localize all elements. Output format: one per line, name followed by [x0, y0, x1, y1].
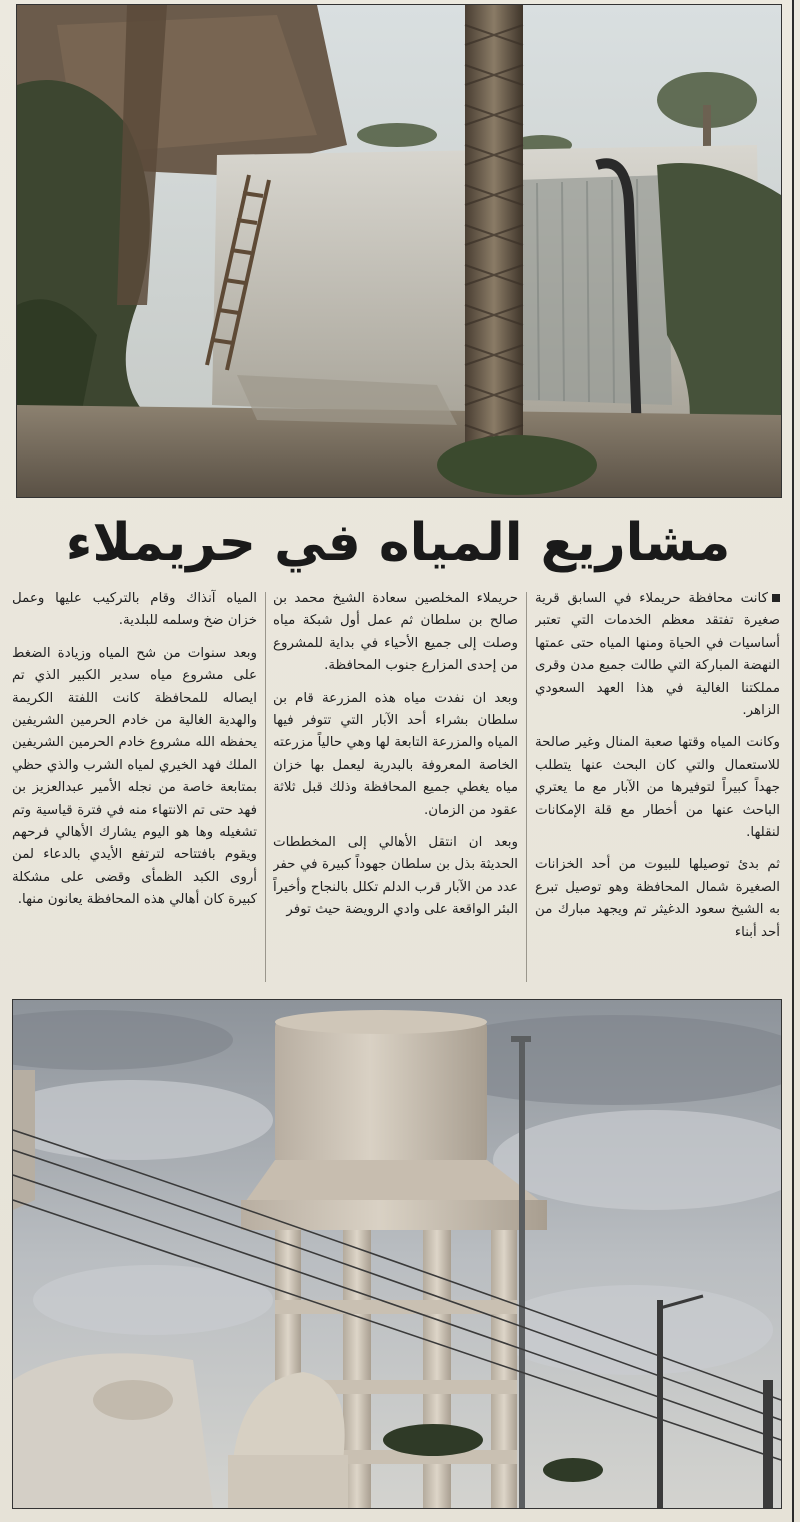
paragraph: وبعد ان نفدت مياه هذه المزرعة قام بن سلطان بشراء أحد الآبار التي تتوفر فيها المياه والمزرعة التابعة لها وهي حالياً مزرعته الخاصة المعروفة بالبدرية ليعمل بها خزان مياه يغطي جميع المحافظة وذلك قبل ثلاثة عقود من الزمان.: [273, 690, 518, 818]
article-body: [12, 588, 780, 988]
old-water-tank-illustration: [17, 5, 781, 497]
article-column-1: [535, 588, 780, 988]
page-edge-line: [792, 0, 794, 1522]
paragraph: وبعد سنوات من شح المياه وزيادة الضغط على مشروع مياه سدير الكبير الذي تم ايصاله للمحافظة كانت اللفتة الكريمة والهدية الغالية من خادم الحرمين الشريفين يحفظه الله مشروع خادم الحرمين الشريفين الملك فهد الخيري لمياه الشرب والذي حظي بمتابعة خاصة من نجله الأمير عبدالعزيز بن فهد حتى تم الانتهاء منه في فترة قياسية وتم تشغيله وها هو اليوم يشارك الأهالي فرحهم ويقوم بافتتاحه لترتفع الأيدي بالدعاء لمن أروى الكبد الظمأى وقضى على مشكلة كبيرة كان أهالي هذه المحافظة يعانون منها.: [12, 645, 257, 908]
column-divider: [265, 592, 266, 982]
paragraph: وبعد ان انتقل الأهالي إلى المخططات الحديثة بذل بن سلطان جهوداً كبيرة في حفر عدد من الآبار قرب الدلم تكلل بالنجاح وأخيراً البئر الواقعة على وادي الرويضة حيث توفر: [273, 835, 518, 918]
bullet-square-icon: [772, 594, 780, 602]
bottom-photo-water-tower: [12, 999, 782, 1509]
article-column-3: [12, 588, 257, 988]
article-column-2: [273, 588, 518, 988]
top-photo-old-water-tank: [16, 4, 782, 498]
paragraph: حريملاء المخلصين سعادة الشيخ محمد بن صالح بن سلطان ثم عمل أول شبكة مياه وصلت إلى جميع الأحياء في بداية للمشروع من إحدى المزارع جنوب المحافظة.: [273, 591, 518, 674]
paragraph: المياه آنذاك وقام بالتركيب عليها وعمل خزان ضخ وسلمه للبلدية.: [12, 591, 257, 629]
paragraph-text: كانت محافظة حريملاء في السابق قرية صغيرة تفتقد معظم الخدمات التي تعتبر أساسيات في الحياة ومنها المياه حتى عمتها النهضة المباركة التي طالت جميع مدن وقرى مملكتنا الغالية في هذا العهد السعودي الزاهر.: [535, 591, 780, 719]
paragraph: وكانت المياه وقتها صعبة المنال وغير صالحة للاستعمال والتي كان البحث عنها يتطلب جهداً كبيراً لتوفيرها من الآبار مع ما يعتري الباحث عنها من أخطار مع قلة الإمكانات لنقلها.: [535, 735, 780, 841]
paragraph: ثم بدئ توصيلها للبيوت من أحد الخزانات الصغيرة شمال المحافظة وهو توصيل تبرع به الشيخ سعود الدغيثر تم ويجهد مبارك من أحد أبناء: [535, 857, 780, 940]
column-divider: [526, 592, 527, 982]
paragraph: [535, 588, 780, 722]
article-headline: مشاريع المياه في حريملاء: [65, 513, 731, 573]
water-tower-illustration: [13, 1000, 781, 1508]
